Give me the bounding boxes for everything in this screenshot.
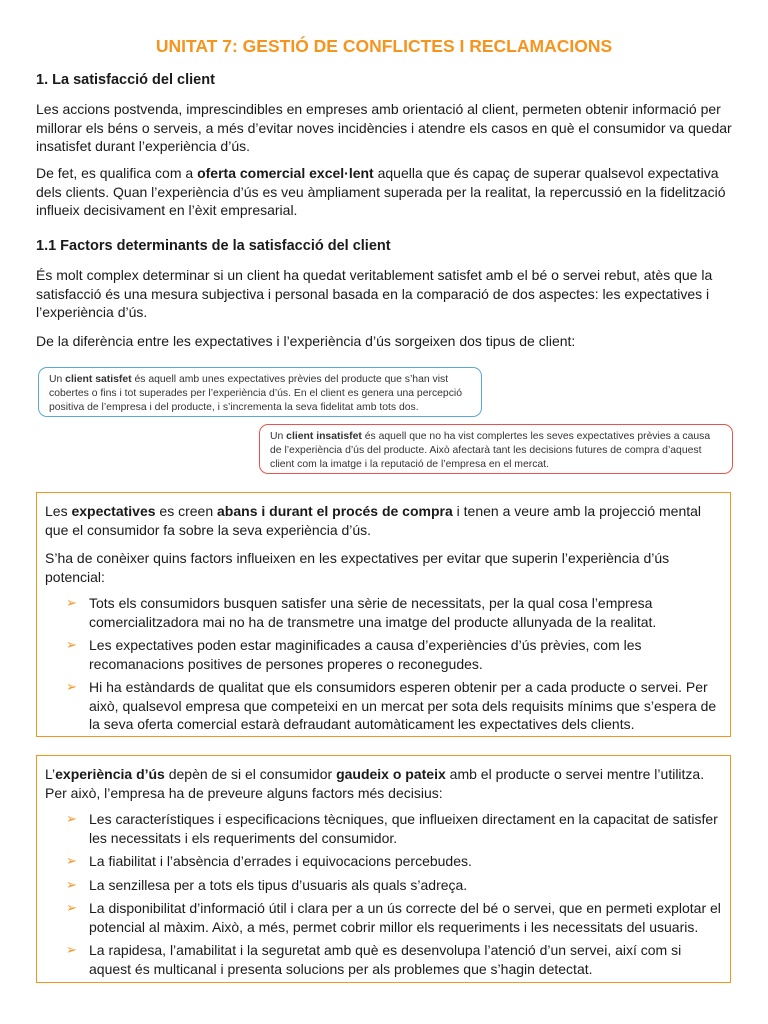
text-run: Un [49,374,66,385]
callout-unsatisfied-client [259,424,733,474]
bold-term-expectations: expectatives [71,503,156,519]
experience-intro [45,765,721,802]
arrow-bullet-icon: ➢ [66,853,77,868]
arrow-bullet-icon: ➢ [66,811,77,826]
list-item [45,678,721,734]
expectations-factors-intro: S’ha de conèixer quins factors influeixen en les expectatives per evitar que superin l’experiència d’ús potencial: [45,550,670,585]
section-heading-factors: 1.1 Factors determinants de la satisfacció del client [36,238,391,254]
text-run: Un [270,431,287,442]
bold-term-unsatisfied-client: client insatisfet [286,431,362,442]
bold-term-satisfied-client: client satisfet [65,374,132,385]
list-item [45,899,721,936]
list-item [45,941,721,978]
list-item-text: Tots els consumidors busquen satisfer una sèrie de necessitats, per la qual cosa l’empresa comercialitzadora mai no ha de transmetre una imatge del producte allunyada de la realitat. [89,595,657,630]
expectations-box [36,492,731,737]
usage-experience-box [36,755,731,983]
arrow-bullet-icon: ➢ [66,595,77,610]
text-run: depèn de si el consumidor [164,766,337,782]
list-item [45,876,721,895]
text-run: Les [45,503,72,519]
expectations-intro [45,502,721,539]
text-run: es creen [155,503,218,519]
arrow-bullet-icon: ➢ [66,679,77,694]
list-item-text: Les expectatives poden estar maginificades a causa d’experiències d’ús prèvies, com les recomanacions positives de persones properes o reconegudes. [89,637,642,672]
list-item-text: La senzillesa per a tots els tipus d’usuaris als quals s’adreça. [89,876,468,893]
arrow-bullet-icon: ➢ [66,876,77,892]
arrow-bullet-icon: ➢ [66,900,77,915]
bold-term-usage-experience: experiència d’ús [55,766,165,782]
paragraph-complexity: És molt complex determinar si un client ha quedat veritablement satisfet amb el bé o servei rebut, atès que la satisfacció és una mesura subjectiva i personal basada en la comparació de dos aspectes: les expectatives i l’experiència d’ús. [36,267,713,320]
bold-term-before-during-purchase: abans i durant el procés de compra [217,503,453,519]
page-title: UNITAT 7: GESTIÓ DE CONFLICTES I RECLAMACIONS [155,36,613,56]
list-item-text: Hi ha estàndards de qualitat que els consumidors esperen obtenir per a cada producte o servei. Per això, qualsevol empresa que competeixi en un mercat per sota dels requisits mínims que s’espera de la seva oferta comercial estarà defraudant automàticament les expectatives dels clients. [89,679,717,732]
arrow-bullet-icon: ➢ [66,942,77,957]
list-item-text: Les característiques i especificacions tècniques, que influeixen directament en la capacitat de satisfer les necessitats i els requeriments del consumidor. [89,811,718,846]
text-run: i tenen a veure amb la projecció mental que el consumidor fa sobre la seva experiència d’ús. [45,503,702,538]
text-run: amb el producte o servei mentre l’utilitza. Per això, l’empresa ha de preveure alguns factors més decisius: [45,766,705,801]
list-item-text: La fiabilitat i l’absència d’errades i equivocacions percebudes. [89,853,472,869]
section-heading-satisfaction: 1. La satisfacció del client [36,72,215,88]
text-run: és aquell amb unes expectatives prèvies del producte que s’han vist cobertes o fins i tot superades per l’experiència d’ús. En el client es genera una percepció positiva de l’empresa i del producte, i s’incrementa la seva fidelitat amb tots dos. [49,374,462,414]
text-run: L’ [45,766,56,782]
expectations-bullet-list [45,594,721,734]
arrow-bullet-icon: ➢ [66,637,77,652]
experience-bullet-list [45,810,721,978]
bold-term-enjoy-or-suffer: gaudeix o pateix [336,766,446,782]
list-item-text: La rapidesa, l’amabilitat i la seguretat amb què es desenvolupa l’atenció d’un servei, així com si aquest és multicanal i presenta solucions per als problemes que s’hagin detectat. [89,942,682,977]
list-item [45,810,721,847]
text-run: és aquell que no ha vist complertes les seves expectatives prèvies a causa de l’experiència d’ús del producte. Això afectarà tant les decisions futures de compra d’aquest client com la imatge i la reputació de l’empresa en el mercat. [270,431,711,471]
list-item [45,594,721,631]
paragraph-two-client-types: De la diferència entre les expectatives i l’experiència d’ús sorgeixen dos tipus de client: [36,333,576,349]
bold-term-excellent-offer: oferta comercial excel·lent [197,165,374,181]
list-item [45,852,721,871]
list-item-text: La disponibilitat d’informació útil i clara per a un ús correcte del bé o servei, que en permeti explotar el potencial al màxim. Això, a més, permet cobrir millor els requeriments i les necessitats del usuaris. [89,900,721,935]
paragraph-excellent-offer [36,164,736,220]
text-run: De fet, es qualifica com a [36,165,198,181]
list-item [45,636,721,673]
text-run: aquella que és capaç de superar qualsevol expectativa dels clients. Quan l’experiència d’ús es veu àmpliament superada per la realitat, la repercussió en la fidelització influeix decisivament en l’èxit empresarial. [36,165,726,218]
paragraph-postsale: Les accions postvenda, imprescindibles en empreses amb orientació al client, permeten obtenir informació per millorar els béns o serveis, a més d’evitar noves incidències i atendre els casos en què el consumidor va quedar insatisfet durant l’experiència d’ús. [36,101,732,154]
callout-satisfied-client [38,367,482,417]
